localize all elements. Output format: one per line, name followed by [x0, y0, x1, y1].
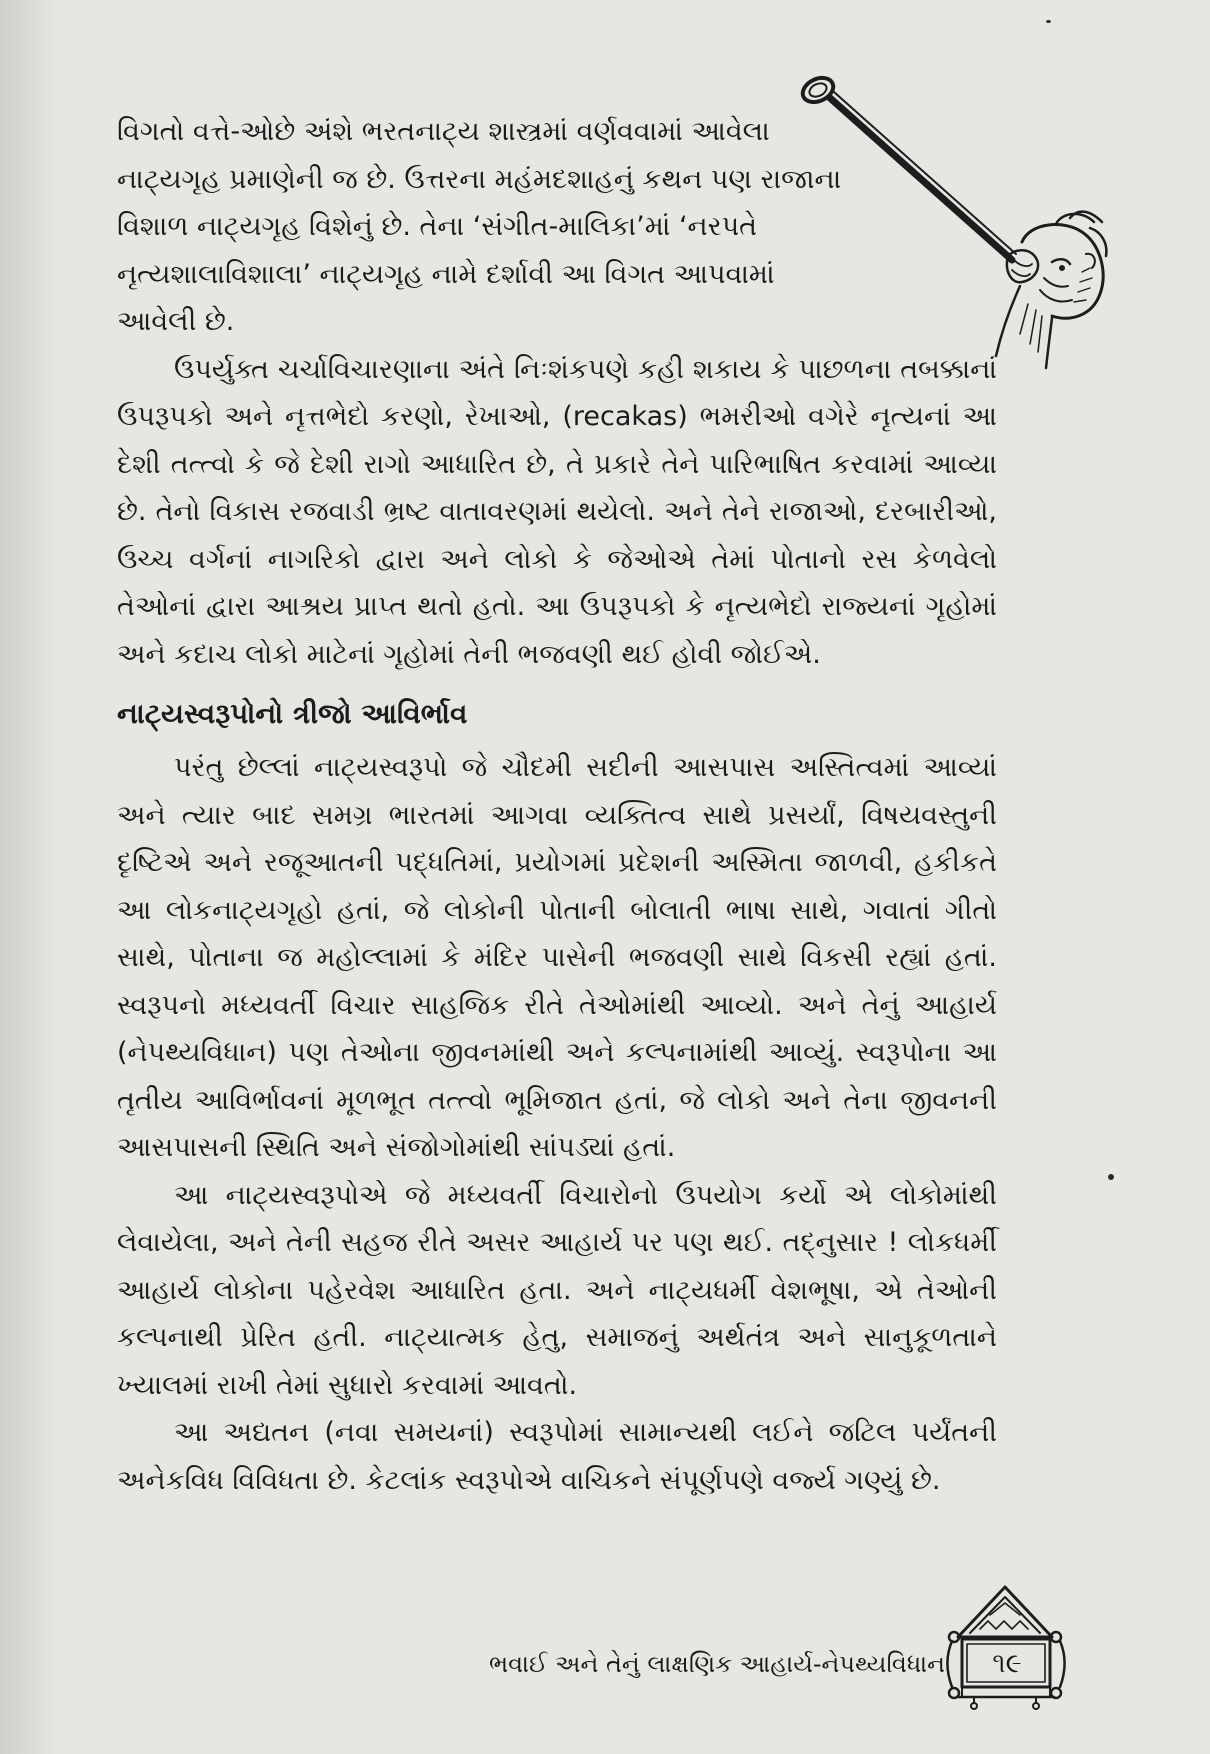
paper-speck	[1046, 20, 1051, 23]
paper-speck	[1108, 1174, 1114, 1180]
page-number: ૧૯	[992, 1648, 1022, 1679]
page-footer	[300, 1575, 1090, 1710]
paragraph-intro-continuation: વિગતો વત્તે-ઓછે અંશે ભરતનાટ્ય શાસ્ત્રમાં વર્ણવવામાં આવેલા નાટ્યગૃહ પ્રમાણેની જ છે. ઉત્તરના મહંમદશાહનું કથન પણ રાજાના વિશાળ નાટ્યગૃહ વિશેનું છે. તેના ‘સંગીત-માલિકા’માં ‘નરપતે નૃત્યશાલાવિશાલા’ નાટ્યગૃહ નામે દર્શાવી આ વિગત આપવામાં આવેલી છે.	[117, 116, 842, 337]
paragraph-central-ideas: આ નાટ્યસ્વરૂપોએ જે મધ્યવર્તી વિચારોનો ઉપયોગ કર્યો એ લોકોમાંથી લેવાયેલા, અને તેની સહજ રીતે અસર આહાર્ય પર પણ થઈ. તદ્નુસાર ! લોકધર્મી આહાર્ય લોકોના પહેરવેશ આધારિત હતા. અને નાટ્યધર્મી વેશભૂષા, એ તેઓની કલ્પનાથી પ્રેરિત હતી. નાટ્યાત્મક હેતુ, સમાજનું અર્થતંત્ર અને સાનુકૂળતાને ખ્યાલમાં રાખી તેમાં સુધારો કરવામાં આવતો.	[117, 1179, 997, 1401]
folk-frame-ornament-icon	[930, 1575, 1080, 1710]
paragraph-modern-forms: આ અદ્યતન (નવા સમયનાં) સ્વરૂપોમાં સામાન્યથી લઈને જટિલ પર્યંતની અનેકવિધ વિવિધતા છે. કેટલાંક સ્વરૂપોએ વાચિકને સંપૂર્ણપણે વર્જ્ય ગણ્યું છે.	[117, 1417, 997, 1496]
running-footer-title: ભવાઈ અને તેનું લાક્ષણિક આહાર્ય-નેપથ્યવિધાન	[488, 1650, 945, 1678]
main-text	[117, 108, 997, 1504]
paragraph-discussion-conclusion: ઉપર્યુક્ત ચર્ચાવિચારણાના અંતે નિઃશંકપણે કહી શકાય કે પાછળના તબક્કાનાં ઉપરૂપકો અને નૃત્તભેદો કરણો, રેખાઓ, (recakas) ભમરીઓ વગેરે નૃત્યનાં આ દેશી તત્ત્વો કે જે દેશી રાગો આધારિત છે, તે પ્રકારે તેને પારિભાષિત કરવામાં આવ્યા છે. તેનો વિકાસ રજવાડી ભ્રષ્ટ વાતાવરણમાં થયેલો. અને તેને રાજાઓ, દરબારીઓ, ઉચ્ચ વર્ગનાં નાગરિકો દ્વારા અને લોકો કે જેઓએ તેમાં પોતાનો રસ કેળવેલો તેઓનાં દ્વારા આશ્રય પ્રાપ્ત થતો હતો. આ ઉપરૂપકો કે નૃત્યભેદો રાજ્યનાં ગૃહોમાં અને કદાચ લોકો માટેનાં ગૃહોમાં તેની ભજવણી થઈ હોવી જોઈએ.	[117, 353, 997, 670]
paragraph-third-emergence: પરંતુ છેલ્લાં નાટ્યસ્વરૂપો જે ચૌદમી સદીની આસપાસ અસ્તિત્વમાં આવ્યાં અને ત્યાર બાદ સમગ્ર ભારતમાં આગવા વ્યક્તિત્વ સાથે પ્રસર્યાં, વિષયવસ્તુની દૃષ્ટિએ અને રજૂઆતની પદ્ધતિમાં, પ્રયોગમાં પ્રદેશની અસ્મિતા જાળવી, હકીકતે આ લોકનાટ્યગૃહો હતાં, જે લોકોની પોતાની બોલાતી ભાષા સાથે, ગવાતાં ગીતો સાથે, પોતાના જ મહોલ્લામાં કે મંદિર પાસેની ભજવણી સાથે વિકસી રહ્યાં હતાં. સ્વરૂપનો મધ્યવર્તી વિચાર સાહજિક રીતે તેઓમાંથી આવ્યો. અને તેનું આહાર્ય (નેપથ્યવિધાન) પણ તેઓના જીવનમાંથી અને કલ્પનામાંથી આવ્યું. સ્વરૂપોના આ તૃતીય આવિર્ભાવનાં મૂળભૂત તત્ત્વો ભૂમિજાત હતાં, જે લોકો અને તેના જીવનની આસપાસની સ્થિતિ અને સંજોગોમાંથી સાંપડ્યાં હતાં.	[117, 752, 997, 1163]
binding-shadow	[0, 0, 60, 1754]
section-heading: નાટ્યસ્વરૂપોનો ત્રીજો આવિર્ભાવ	[117, 697, 468, 730]
